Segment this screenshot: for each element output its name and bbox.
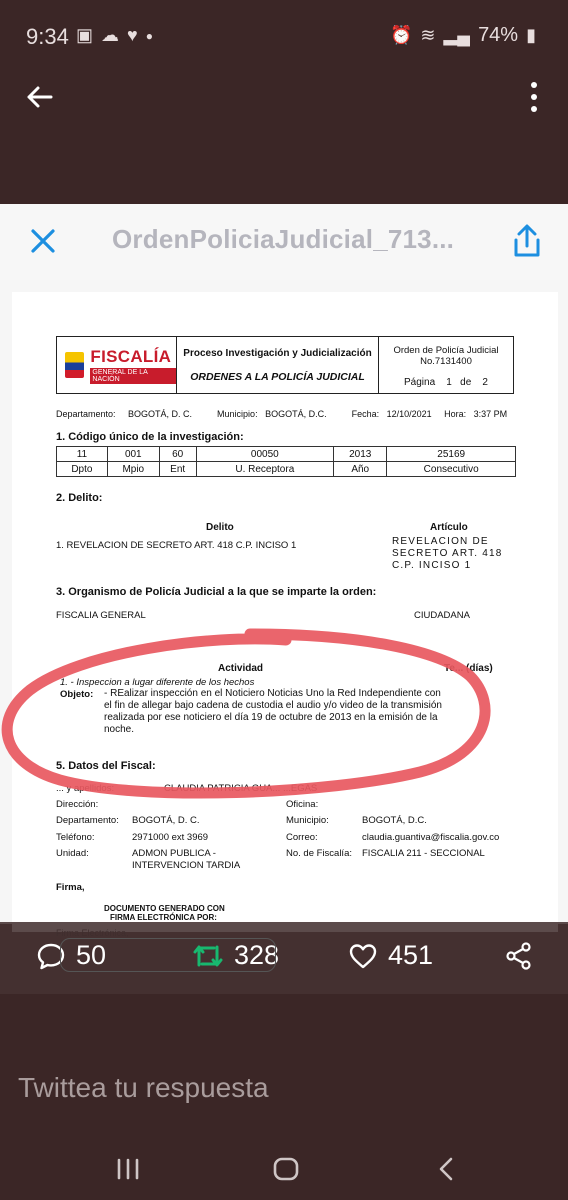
system-nav-bar xyxy=(0,1140,568,1200)
objeto-text: - REalizar inspección en el Noticiero Noticias Uno la Red Independiente con el fin de allegar bajo cadena de custodia el audio y/o video de la transmisión realizada por ese noticiero el día 19 de octubre de 2013 en la emisión de la noche. xyxy=(104,688,442,735)
section-2-heading: 2. Delito: xyxy=(56,492,103,504)
notification-icons xyxy=(76,25,153,47)
table-row: 11 001 60 00050 2013 25169 xyxy=(57,447,516,462)
document-viewer-header xyxy=(0,204,568,280)
image-icon: ▣ xyxy=(76,25,94,45)
doc-generated-line-1: DOCUMENTO GENERADO CON xyxy=(104,904,225,913)
meta-line: Departamento: BOGOTÁ, D. C. Municipio: BOGOTÁ, D.C. Fecha: 12/10/2021 Hora: 3:37 PM xyxy=(56,409,508,419)
like-button[interactable] xyxy=(348,940,433,971)
logo-main-text: FISCALÍA xyxy=(90,346,172,366)
share-button[interactable] xyxy=(512,224,542,258)
articulo-text: REVELACION DE SECRETO ART. 418 C.P. INCISO 1 xyxy=(392,536,503,571)
nofiscalia-label: No. de Fiscalía: xyxy=(286,848,352,859)
cloud-icon: ☁ xyxy=(101,25,120,45)
order-label: Orden de Policía Judicial xyxy=(393,345,499,356)
close-icon xyxy=(28,226,58,256)
process-label: Proceso Investigación y Judicialización xyxy=(183,347,372,359)
reply-input[interactable]: Twittea tu respuesta xyxy=(18,1072,269,1103)
unidad-label: Unidad: xyxy=(56,848,89,859)
telefono-value: 2971000 ext 3969 xyxy=(132,832,209,843)
heart-icon: ♥ xyxy=(127,25,138,45)
back-button[interactable] xyxy=(22,80,56,114)
signal-icon: ▂▄ xyxy=(443,25,471,45)
status-bar xyxy=(0,0,568,70)
municipio-label: Municipio: xyxy=(286,815,329,826)
home-icon xyxy=(272,1156,300,1182)
actividad-header: Actividad xyxy=(218,663,264,674)
oficina-label: Oficina: xyxy=(286,799,319,810)
share-nodes-icon xyxy=(506,942,532,970)
departamento-value: BOGOTÁ, D. C. xyxy=(132,815,200,826)
fiscal-name-label: ... y apellidos: xyxy=(56,783,115,794)
share-tweet-button[interactable] xyxy=(506,942,532,970)
alarm-icon: ⏰ xyxy=(389,25,413,45)
more-options-button[interactable] xyxy=(524,80,544,114)
section-5-heading: 5. Datos del Fiscal: xyxy=(56,760,156,772)
direccion-label: Dirección: xyxy=(56,799,99,810)
order-number: No.7131400 xyxy=(420,356,472,367)
tiempo-header: Te... (días) xyxy=(444,663,493,674)
correo-value: claudia.guantiva@fiscalia.gov.co xyxy=(362,832,500,843)
close-button[interactable] xyxy=(28,226,58,256)
status-time: 9:34 xyxy=(26,24,69,49)
home-button[interactable] xyxy=(272,1156,300,1187)
signature-stamp xyxy=(60,938,276,972)
wifi-icon: ≋ xyxy=(420,25,436,45)
page-info: Página 1 de 2 xyxy=(404,377,488,388)
like-count: 451 xyxy=(388,940,434,970)
document-viewer xyxy=(0,204,568,924)
delito-header: Delito xyxy=(206,522,234,533)
share-icon xyxy=(512,224,542,258)
articulo-header: Artículo xyxy=(430,522,468,533)
logo-sub-text: GENERAL DE LA NACIÓN xyxy=(90,368,176,384)
orders-label: ORDENES A LA POLICÍA JUDICIAL xyxy=(190,370,365,383)
organism-right: CIUDADANA xyxy=(414,610,470,621)
unidad-value-1: ADMON PUBLICA - xyxy=(132,848,216,859)
more-vertical-icon xyxy=(531,82,537,88)
departamento-label: Departamento: xyxy=(56,815,119,826)
municipio-value: BOGOTÁ, D.C. xyxy=(362,815,427,826)
document-title: OrdenPoliciaJudicial_713... xyxy=(112,224,455,254)
section-3-heading: 3. Organismo de Policía Judicial a la que se imparte la orden: xyxy=(56,586,377,598)
firma-label: Firma, xyxy=(56,882,85,893)
section-1-heading: 1. Código único de la investigación: xyxy=(56,431,244,443)
unidad-value-2: INTERVENCION TARDIA xyxy=(132,860,241,871)
organism-left: FISCALIA GENERAL xyxy=(56,610,146,621)
nav-back-button[interactable] xyxy=(436,1156,456,1187)
document-page xyxy=(12,292,558,932)
fiscal-name: CLAUDIA PATRICIA GUA... ...EGAS xyxy=(164,783,318,794)
telefono-label: Teléfono: xyxy=(56,832,95,843)
heart-outline-icon xyxy=(348,942,378,970)
objeto-label: Objeto: xyxy=(60,689,94,700)
table-row: Dpto Mpio Ent U. Receptora Año Consecutivo xyxy=(57,462,516,477)
arrow-left-icon xyxy=(25,85,53,109)
seal-icon xyxy=(65,352,84,378)
chevron-left-icon xyxy=(436,1156,456,1182)
system-icons xyxy=(390,24,536,47)
battery-icon: ▮ xyxy=(526,25,536,45)
battery-level: 74% xyxy=(478,24,519,46)
delito-text: 1. REVELACION DE SECRETO ART. 418 C.P. INCISO 1 xyxy=(56,540,297,551)
fiscalia-logo xyxy=(57,337,177,393)
activity-item: 1. - Inspeccion a lugar diferente de los hechos xyxy=(60,677,255,688)
document-header-table xyxy=(56,336,514,394)
dot-icon: ● xyxy=(145,29,153,43)
correo-label: Correo: xyxy=(286,832,318,843)
recents-icon xyxy=(116,1158,140,1180)
doc-generated-line-2: FIRMA ELECTRÓNICA POR: xyxy=(110,913,217,922)
recent-apps-button[interactable] xyxy=(116,1158,140,1185)
reply-count: 50 xyxy=(76,940,107,970)
nofiscalia-value: FISCALIA 211 - SECCIONAL xyxy=(362,848,485,859)
investigation-code-table xyxy=(56,446,516,477)
retweet-count: 328 xyxy=(234,940,280,970)
